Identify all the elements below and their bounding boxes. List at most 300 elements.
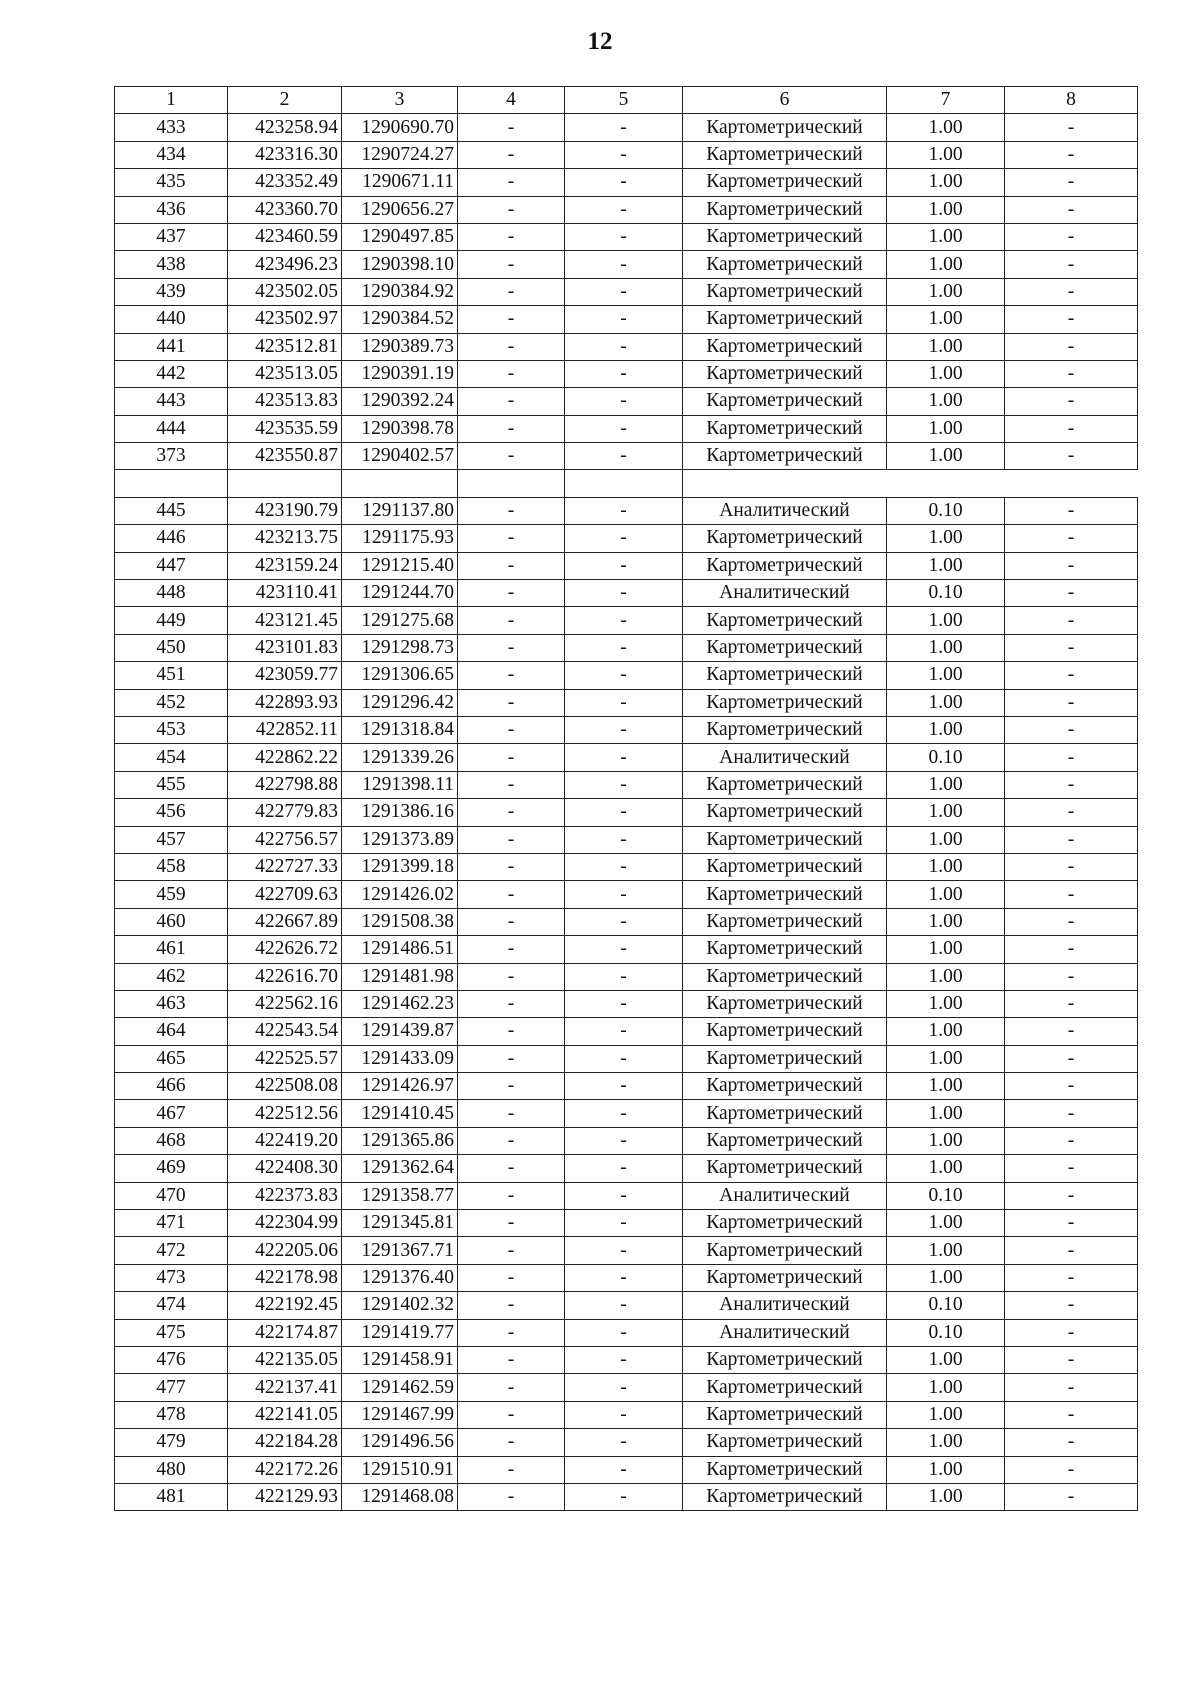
col-4-value-cell: -	[458, 1182, 565, 1209]
table-header-row	[115, 87, 1138, 114]
col-5-value-cell: -	[565, 1264, 683, 1291]
y-coordinate-cell: 1291339.26	[342, 744, 458, 771]
accuracy-cell: 1.00	[887, 1264, 1005, 1291]
x-coordinate-cell: 422129.93	[228, 1483, 342, 1510]
method-cell: Картометрический	[683, 1237, 887, 1264]
table-row	[115, 1100, 1138, 1127]
table-row	[115, 251, 1138, 278]
point-number-cell: 481	[115, 1483, 228, 1510]
x-coordinate-cell: 422137.41	[228, 1374, 342, 1401]
y-coordinate-cell: 1291419.77	[342, 1319, 458, 1346]
col-5-value-cell: -	[565, 169, 683, 196]
x-coordinate-cell: 422667.89	[228, 908, 342, 935]
y-coordinate-cell: 1291244.70	[342, 580, 458, 607]
accuracy-cell: 0.10	[887, 744, 1005, 771]
x-coordinate-cell: 422852.11	[228, 716, 342, 743]
col-4-value-cell: -	[458, 552, 565, 579]
method-cell: Аналитический	[683, 1182, 887, 1209]
col-8-value-cell: -	[1005, 580, 1138, 607]
x-coordinate-cell: 422893.93	[228, 689, 342, 716]
y-coordinate-cell: 1290392.24	[342, 388, 458, 415]
y-coordinate-cell: 1291215.40	[342, 552, 458, 579]
y-coordinate-cell: 1290398.78	[342, 415, 458, 442]
method-cell: Картометрический	[683, 1210, 887, 1237]
y-coordinate-cell: 1291367.71	[342, 1237, 458, 1264]
y-coordinate-cell: 1290398.10	[342, 251, 458, 278]
method-cell: Аналитический	[683, 1292, 887, 1319]
col-5-value-cell: -	[565, 114, 683, 141]
accuracy-cell: 1.00	[887, 1018, 1005, 1045]
method-cell: Картометрический	[683, 881, 887, 908]
y-coordinate-cell: 1290389.73	[342, 333, 458, 360]
method-cell: Картометрический	[683, 716, 887, 743]
x-coordinate-cell: 422178.98	[228, 1264, 342, 1291]
col-5-value-cell: -	[565, 908, 683, 935]
accuracy-cell: 1.00	[887, 908, 1005, 935]
accuracy-cell: 0.10	[887, 1292, 1005, 1319]
col-8-value-cell: -	[1005, 1018, 1138, 1045]
accuracy-cell: 1.00	[887, 771, 1005, 798]
table-row	[115, 744, 1138, 771]
col-4-value-cell: -	[458, 1483, 565, 1510]
accuracy-cell: 1.00	[887, 853, 1005, 880]
x-coordinate-cell: 422408.30	[228, 1155, 342, 1182]
accuracy-cell: 1.00	[887, 223, 1005, 250]
x-coordinate-cell: 422727.33	[228, 853, 342, 880]
method-cell: Картометрический	[683, 141, 887, 168]
point-number-cell: 473	[115, 1264, 228, 1291]
method-cell: Картометрический	[683, 415, 887, 442]
point-number-cell: 452	[115, 689, 228, 716]
header-col-1: 1	[115, 87, 228, 114]
col-4-value-cell: -	[458, 415, 565, 442]
col-8-value-cell: -	[1005, 689, 1138, 716]
table-row	[115, 799, 1138, 826]
col-5-value-cell: -	[565, 580, 683, 607]
method-cell: Аналитический	[683, 744, 887, 771]
table-row	[115, 223, 1138, 250]
col-5-value-cell: -	[565, 196, 683, 223]
x-coordinate-cell: 423101.83	[228, 634, 342, 661]
method-cell: Картометрический	[683, 936, 887, 963]
header-col-3: 3	[342, 87, 458, 114]
y-coordinate-cell: 1291376.40	[342, 1264, 458, 1291]
method-cell: Картометрический	[683, 306, 887, 333]
point-number-cell: 472	[115, 1237, 228, 1264]
point-number-cell: 458	[115, 853, 228, 880]
header-col-2: 2	[228, 87, 342, 114]
table-row	[115, 1264, 1138, 1291]
method-cell: Картометрический	[683, 662, 887, 689]
method-cell: Картометрический	[683, 853, 887, 880]
col-4-value-cell: -	[458, 1264, 565, 1291]
col-8-value-cell: -	[1005, 881, 1138, 908]
col-8-value-cell: -	[1005, 388, 1138, 415]
x-coordinate-cell: 422205.06	[228, 1237, 342, 1264]
col-4-value-cell: -	[458, 1045, 565, 1072]
point-number-cell: 480	[115, 1456, 228, 1483]
x-coordinate-cell: 423159.24	[228, 552, 342, 579]
point-number-cell: 476	[115, 1346, 228, 1373]
col-4-value-cell: -	[458, 223, 565, 250]
table-row	[115, 1210, 1138, 1237]
col-8-value-cell: -	[1005, 963, 1138, 990]
method-cell: Картометрический	[683, 388, 887, 415]
method-cell: Картометрический	[683, 1100, 887, 1127]
method-cell: Аналитический	[683, 1319, 887, 1346]
accuracy-cell: 1.00	[887, 1100, 1005, 1127]
y-coordinate-cell: 1291496.56	[342, 1429, 458, 1456]
accuracy-cell: 1.00	[887, 1210, 1005, 1237]
method-cell: Картометрический	[683, 333, 887, 360]
col-4-value-cell: -	[458, 936, 565, 963]
accuracy-cell: 1.00	[887, 716, 1005, 743]
y-coordinate-cell: 1291318.84	[342, 716, 458, 743]
y-coordinate-cell: 1290656.27	[342, 196, 458, 223]
point-number-cell: 433	[115, 114, 228, 141]
x-coordinate-cell: 422172.26	[228, 1456, 342, 1483]
col-8-value-cell: -	[1005, 1210, 1138, 1237]
point-number-cell: 442	[115, 360, 228, 387]
col-4-value-cell: -	[458, 388, 565, 415]
col-8-value-cell: -	[1005, 634, 1138, 661]
separator-cell	[342, 470, 458, 497]
table-row	[115, 881, 1138, 908]
method-cell: Картометрический	[683, 689, 887, 716]
col-8-value-cell: -	[1005, 497, 1138, 524]
method-cell: Картометрический	[683, 1456, 887, 1483]
col-5-value-cell: -	[565, 1429, 683, 1456]
col-8-value-cell: -	[1005, 169, 1138, 196]
table-row	[115, 114, 1138, 141]
col-5-value-cell: -	[565, 826, 683, 853]
page-number: 12	[587, 28, 613, 55]
col-4-value-cell: -	[458, 333, 565, 360]
col-8-value-cell: -	[1005, 1456, 1138, 1483]
col-8-value-cell: -	[1005, 443, 1138, 470]
accuracy-cell: 1.00	[887, 1045, 1005, 1072]
point-number-cell: 373	[115, 443, 228, 470]
table-row	[115, 1018, 1138, 1045]
point-number-cell: 471	[115, 1210, 228, 1237]
accuracy-cell: 1.00	[887, 1401, 1005, 1428]
col-8-value-cell: -	[1005, 1100, 1138, 1127]
table-row	[115, 963, 1138, 990]
coordinates-table	[114, 86, 1138, 1511]
point-number-cell: 451	[115, 662, 228, 689]
col-4-value-cell: -	[458, 1073, 565, 1100]
x-coordinate-cell: 423190.79	[228, 497, 342, 524]
col-8-value-cell: -	[1005, 1346, 1138, 1373]
col-5-value-cell: -	[565, 251, 683, 278]
col-4-value-cell: -	[458, 634, 565, 661]
table-row	[115, 689, 1138, 716]
col-8-value-cell: -	[1005, 552, 1138, 579]
method-cell: Картометрический	[683, 223, 887, 250]
point-number-cell: 436	[115, 196, 228, 223]
table-row	[115, 306, 1138, 333]
table-row	[115, 1292, 1138, 1319]
col-5-value-cell: -	[565, 1292, 683, 1319]
separator-cell	[1005, 470, 1138, 497]
col-4-value-cell: -	[458, 1018, 565, 1045]
col-5-value-cell: -	[565, 881, 683, 908]
col-4-value-cell: -	[458, 1127, 565, 1154]
y-coordinate-cell: 1291462.23	[342, 990, 458, 1017]
table-row	[115, 169, 1138, 196]
point-number-cell: 468	[115, 1127, 228, 1154]
col-8-value-cell: -	[1005, 607, 1138, 634]
col-5-value-cell: -	[565, 607, 683, 634]
col-8-value-cell: -	[1005, 853, 1138, 880]
point-number-cell: 438	[115, 251, 228, 278]
accuracy-cell: 1.00	[887, 1483, 1005, 1510]
table-row	[115, 662, 1138, 689]
x-coordinate-cell: 422562.16	[228, 990, 342, 1017]
y-coordinate-cell: 1290391.19	[342, 360, 458, 387]
y-coordinate-cell: 1291362.64	[342, 1155, 458, 1182]
accuracy-cell: 1.00	[887, 1237, 1005, 1264]
x-coordinate-cell: 422862.22	[228, 744, 342, 771]
col-8-value-cell: -	[1005, 360, 1138, 387]
col-4-value-cell: -	[458, 771, 565, 798]
method-cell: Картометрический	[683, 963, 887, 990]
x-coordinate-cell: 422174.87	[228, 1319, 342, 1346]
point-number-cell: 477	[115, 1374, 228, 1401]
point-number-cell: 474	[115, 1292, 228, 1319]
table-row	[115, 1182, 1138, 1209]
col-5-value-cell: -	[565, 1127, 683, 1154]
point-number-cell: 462	[115, 963, 228, 990]
col-5-value-cell: -	[565, 1100, 683, 1127]
method-cell: Картометрический	[683, 1073, 887, 1100]
y-coordinate-cell: 1290384.92	[342, 278, 458, 305]
y-coordinate-cell: 1291468.08	[342, 1483, 458, 1510]
col-5-value-cell: -	[565, 278, 683, 305]
table-section-2	[115, 497, 1138, 1510]
point-number-cell: 443	[115, 388, 228, 415]
x-coordinate-cell: 423059.77	[228, 662, 342, 689]
point-number-cell: 455	[115, 771, 228, 798]
col-5-value-cell: -	[565, 141, 683, 168]
accuracy-cell: 1.00	[887, 662, 1005, 689]
col-4-value-cell: -	[458, 141, 565, 168]
col-4-value-cell: -	[458, 1374, 565, 1401]
col-5-value-cell: -	[565, 634, 683, 661]
col-8-value-cell: -	[1005, 826, 1138, 853]
col-5-value-cell: -	[565, 1456, 683, 1483]
method-cell: Картометрический	[683, 552, 887, 579]
section-separator	[115, 470, 1138, 497]
accuracy-cell: 1.00	[887, 415, 1005, 442]
method-cell: Картометрический	[683, 908, 887, 935]
table-row	[115, 1073, 1138, 1100]
col-8-value-cell: -	[1005, 525, 1138, 552]
y-coordinate-cell: 1291402.32	[342, 1292, 458, 1319]
col-8-value-cell: -	[1005, 936, 1138, 963]
table-row	[115, 388, 1138, 415]
col-5-value-cell: -	[565, 443, 683, 470]
col-8-value-cell: -	[1005, 1401, 1138, 1428]
x-coordinate-cell: 422304.99	[228, 1210, 342, 1237]
table-row	[115, 716, 1138, 743]
table-row	[115, 1127, 1138, 1154]
point-number-cell: 441	[115, 333, 228, 360]
col-5-value-cell: -	[565, 1401, 683, 1428]
accuracy-cell: 1.00	[887, 278, 1005, 305]
col-4-value-cell: -	[458, 1210, 565, 1237]
header-col-4: 4	[458, 87, 565, 114]
col-8-value-cell: -	[1005, 1483, 1138, 1510]
y-coordinate-cell: 1291175.93	[342, 525, 458, 552]
method-cell: Картометрический	[683, 196, 887, 223]
col-5-value-cell: -	[565, 1319, 683, 1346]
col-4-value-cell: -	[458, 963, 565, 990]
x-coordinate-cell: 423513.05	[228, 360, 342, 387]
y-coordinate-cell: 1291365.86	[342, 1127, 458, 1154]
col-5-value-cell: -	[565, 1182, 683, 1209]
x-coordinate-cell: 423502.05	[228, 278, 342, 305]
separator-cell	[458, 470, 565, 497]
table-row	[115, 333, 1138, 360]
table-row	[115, 552, 1138, 579]
col-4-value-cell: -	[458, 306, 565, 333]
col-4-value-cell: -	[458, 853, 565, 880]
x-coordinate-cell: 423513.83	[228, 388, 342, 415]
col-5-value-cell: -	[565, 771, 683, 798]
col-4-value-cell: -	[458, 799, 565, 826]
accuracy-cell: 1.00	[887, 990, 1005, 1017]
y-coordinate-cell: 1291345.81	[342, 1210, 458, 1237]
method-cell: Картометрический	[683, 1264, 887, 1291]
table-row	[115, 196, 1138, 223]
table-row	[115, 853, 1138, 880]
table-row	[115, 634, 1138, 661]
x-coordinate-cell: 422512.56	[228, 1100, 342, 1127]
y-coordinate-cell: 1291426.02	[342, 881, 458, 908]
x-coordinate-cell: 423121.45	[228, 607, 342, 634]
accuracy-cell: 1.00	[887, 443, 1005, 470]
y-coordinate-cell: 1290384.52	[342, 306, 458, 333]
table-row	[115, 525, 1138, 552]
col-5-value-cell: -	[565, 1374, 683, 1401]
col-4-value-cell: -	[458, 1346, 565, 1373]
method-cell: Картометрический	[683, 1401, 887, 1428]
header-col-8: 8	[1005, 87, 1138, 114]
method-cell: Картометрический	[683, 1346, 887, 1373]
method-cell: Картометрический	[683, 525, 887, 552]
accuracy-cell: 1.00	[887, 360, 1005, 387]
separator-cell	[115, 470, 228, 497]
x-coordinate-cell: 422141.05	[228, 1401, 342, 1428]
header-col-5: 5	[565, 87, 683, 114]
x-coordinate-cell: 422756.57	[228, 826, 342, 853]
col-4-value-cell: -	[458, 990, 565, 1017]
y-coordinate-cell: 1291358.77	[342, 1182, 458, 1209]
separator-cell	[228, 470, 342, 497]
col-5-value-cell: -	[565, 1483, 683, 1510]
method-cell: Картометрический	[683, 278, 887, 305]
col-5-value-cell: -	[565, 1155, 683, 1182]
accuracy-cell: 1.00	[887, 1346, 1005, 1373]
accuracy-cell: 1.00	[887, 169, 1005, 196]
col-8-value-cell: -	[1005, 278, 1138, 305]
method-cell: Картометрический	[683, 1018, 887, 1045]
col-4-value-cell: -	[458, 251, 565, 278]
table-row	[115, 1346, 1138, 1373]
col-4-value-cell: -	[458, 525, 565, 552]
col-8-value-cell: -	[1005, 251, 1138, 278]
col-8-value-cell: -	[1005, 716, 1138, 743]
col-5-value-cell: -	[565, 333, 683, 360]
accuracy-cell: 1.00	[887, 1456, 1005, 1483]
method-cell: Картометрический	[683, 251, 887, 278]
method-cell: Картометрический	[683, 1483, 887, 1510]
accuracy-cell: 1.00	[887, 936, 1005, 963]
x-coordinate-cell: 422373.83	[228, 1182, 342, 1209]
x-coordinate-cell: 422626.72	[228, 936, 342, 963]
col-8-value-cell: -	[1005, 415, 1138, 442]
point-number-cell: 466	[115, 1073, 228, 1100]
table-row	[115, 443, 1138, 470]
x-coordinate-cell: 422709.63	[228, 881, 342, 908]
method-cell: Картометрический	[683, 1127, 887, 1154]
y-coordinate-cell: 1291398.11	[342, 771, 458, 798]
y-coordinate-cell: 1291296.42	[342, 689, 458, 716]
x-coordinate-cell: 422798.88	[228, 771, 342, 798]
accuracy-cell: 0.10	[887, 1182, 1005, 1209]
table-row	[115, 1155, 1138, 1182]
col-4-value-cell: -	[458, 1100, 565, 1127]
x-coordinate-cell: 422135.05	[228, 1346, 342, 1373]
separator-row	[115, 470, 1138, 497]
point-number-cell: 469	[115, 1155, 228, 1182]
method-cell: Картометрический	[683, 1429, 887, 1456]
accuracy-cell: 1.00	[887, 881, 1005, 908]
table-row	[115, 1045, 1138, 1072]
y-coordinate-cell: 1290724.27	[342, 141, 458, 168]
table-row	[115, 1429, 1138, 1456]
table-row	[115, 1483, 1138, 1510]
table-row	[115, 936, 1138, 963]
col-5-value-cell: -	[565, 1237, 683, 1264]
table-row	[115, 990, 1138, 1017]
y-coordinate-cell: 1291399.18	[342, 853, 458, 880]
col-8-value-cell: -	[1005, 1073, 1138, 1100]
col-4-value-cell: -	[458, 826, 565, 853]
y-coordinate-cell: 1291458.91	[342, 1346, 458, 1373]
col-4-value-cell: -	[458, 1237, 565, 1264]
table-row	[115, 771, 1138, 798]
col-8-value-cell: -	[1005, 908, 1138, 935]
separator-cell	[683, 470, 887, 497]
y-coordinate-cell: 1291481.98	[342, 963, 458, 990]
point-number-cell: 446	[115, 525, 228, 552]
point-number-cell: 445	[115, 497, 228, 524]
x-coordinate-cell: 423512.81	[228, 333, 342, 360]
col-5-value-cell: -	[565, 360, 683, 387]
point-number-cell: 470	[115, 1182, 228, 1209]
x-coordinate-cell: 423535.59	[228, 415, 342, 442]
col-5-value-cell: -	[565, 306, 683, 333]
separator-cell	[565, 470, 683, 497]
col-4-value-cell: -	[458, 169, 565, 196]
point-number-cell: 439	[115, 278, 228, 305]
col-5-value-cell: -	[565, 853, 683, 880]
table-row	[115, 415, 1138, 442]
col-5-value-cell: -	[565, 1073, 683, 1100]
col-5-value-cell: -	[565, 415, 683, 442]
